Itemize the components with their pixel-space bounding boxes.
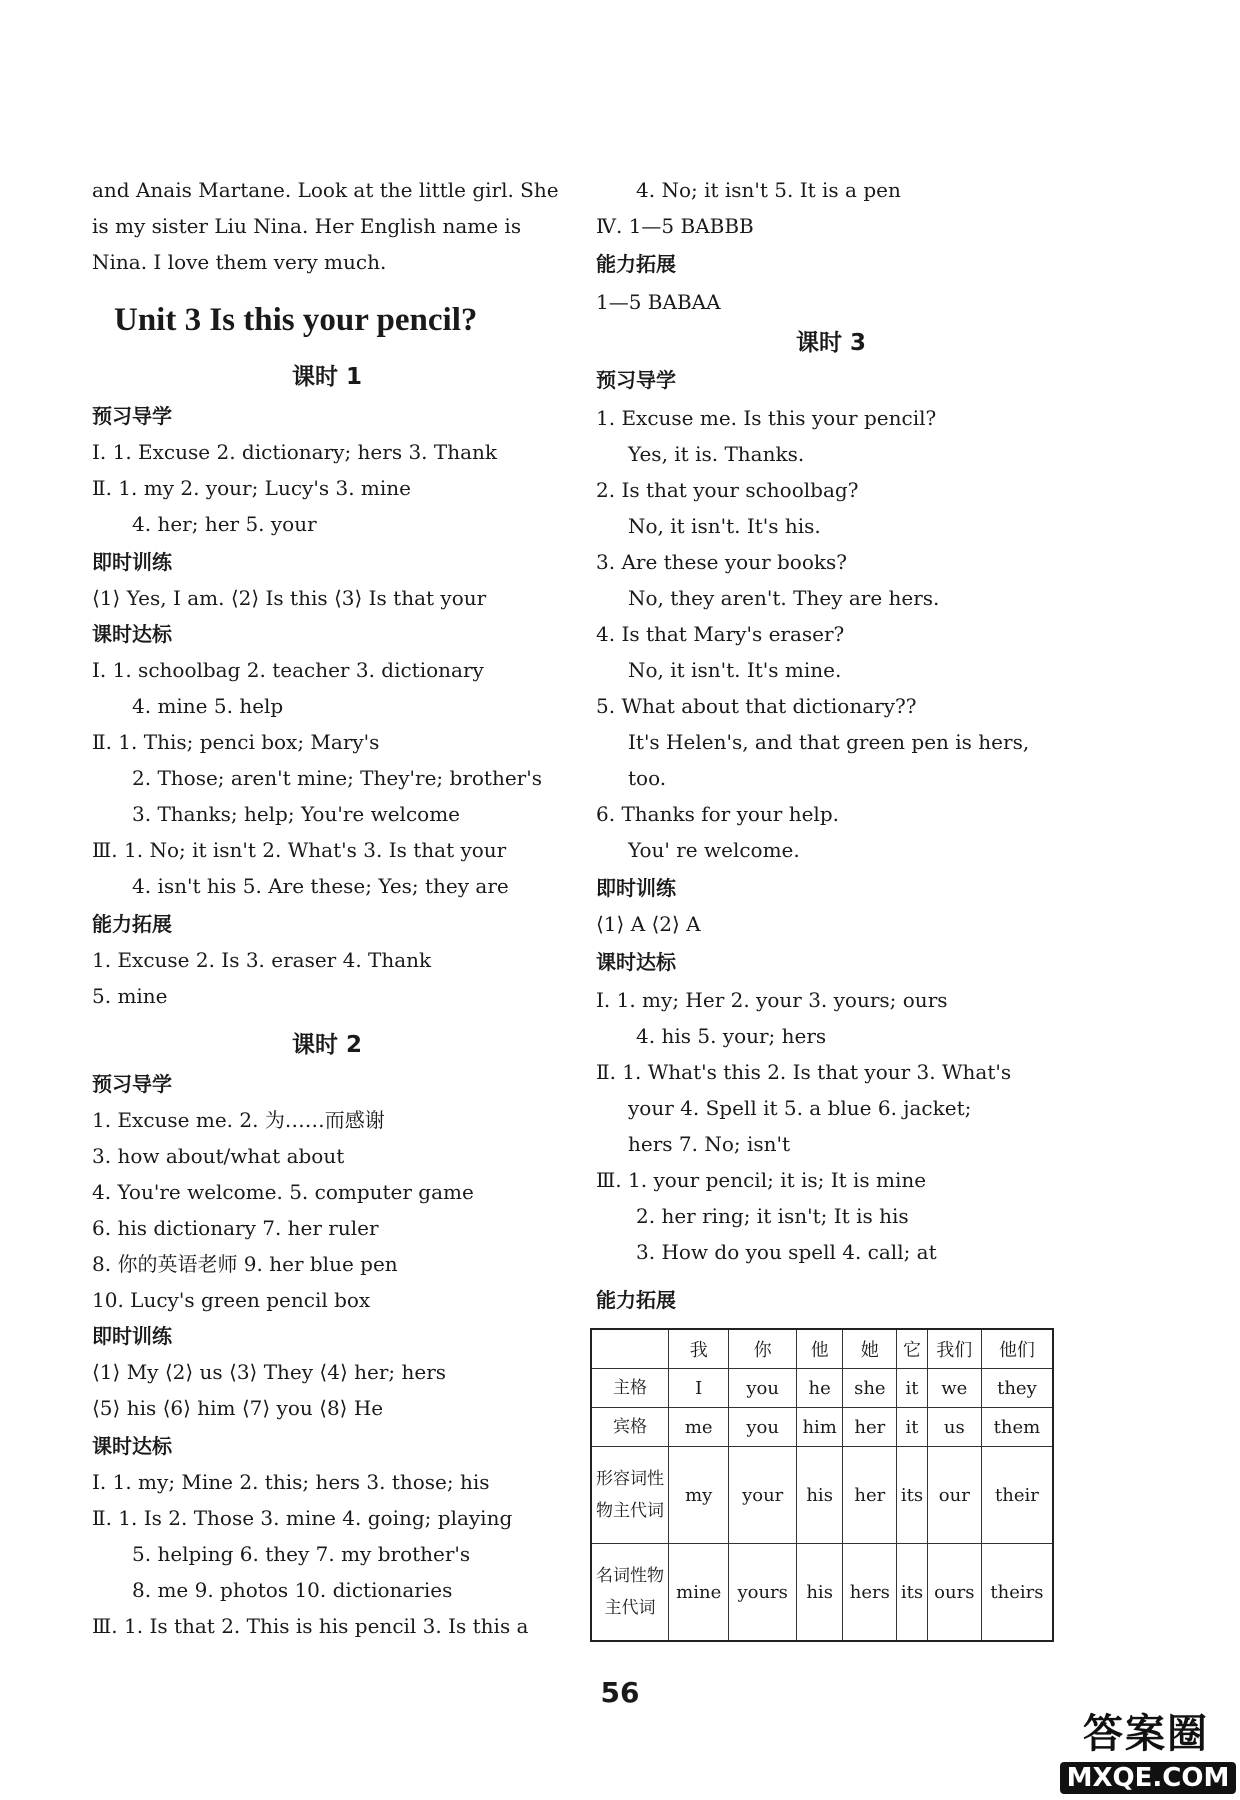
- answer-line: No, they aren't. They are hers.: [628, 586, 940, 610]
- answer-line: 6. his dictionary 7. her ruler: [92, 1216, 379, 1240]
- lesson1-extend-heading: 能力拓展: [92, 912, 172, 936]
- answer-line: 4. Is that Mary's eraser?: [596, 622, 845, 646]
- answer-line: 4. isn't his 5. Are these; Yes; they are: [132, 874, 509, 898]
- lesson3-practice-heading: 即时训练: [596, 876, 676, 900]
- lesson2-title: 课时 2: [291, 1032, 362, 1058]
- table-cell: my: [669, 1447, 729, 1544]
- answer-line: 5. mine: [92, 984, 168, 1008]
- answer-line: Ⅳ. 1—5 BABBB: [596, 214, 754, 238]
- answer-line: Ⅲ. 1. your pencil; it is; It is mine: [596, 1168, 927, 1192]
- answer-line: 4. No; it isn't 5. It is a pen: [636, 178, 901, 202]
- intro-line: and Anais Martane. Look at the little girl. She: [92, 178, 559, 202]
- lesson1-title: 课时 1: [291, 364, 362, 390]
- answer-line: No, it isn't. It's his.: [628, 514, 821, 538]
- table-cell: we: [927, 1369, 981, 1408]
- lesson3-preview-heading: 预习导学: [596, 368, 676, 392]
- answer-line: 3. Are these your books?: [596, 550, 847, 574]
- answer-line: 3. Thanks; help; You're welcome: [132, 802, 460, 826]
- answer-line: ⟨5⟩ his ⟨6⟩ him ⟨7⟩ you ⟨8⟩ He: [92, 1396, 384, 1420]
- answer-line: your 4. Spell it 5. a blue 6. jacket;: [628, 1096, 972, 1120]
- answer-line: 1—5 BABAA: [596, 290, 721, 314]
- intro-line: Nina. I love them very much.: [92, 250, 387, 274]
- answer-line: Ⅰ. 1. my; Her 2. your 3. yours; ours: [596, 988, 948, 1012]
- table-cell: our: [927, 1447, 981, 1544]
- lesson1-practice-heading: 即时训练: [92, 550, 172, 574]
- answer-line: 4. mine 5. help: [132, 694, 284, 718]
- intro-line: is my sister Liu Nina. Her English name is: [92, 214, 522, 238]
- table-cell: 他: [796, 1329, 842, 1369]
- table-cell: 宾格: [591, 1408, 669, 1447]
- table-row: [591, 1408, 1053, 1447]
- answer-line: 5. What about that dictionary??: [596, 694, 917, 718]
- answer-line: too.: [628, 766, 667, 790]
- table-cell: it: [897, 1369, 927, 1408]
- answer-line: 3. how about/what about: [92, 1144, 345, 1168]
- table-cell: 形容词性物主代词: [591, 1447, 669, 1544]
- table-cell: they: [981, 1369, 1053, 1408]
- answer-line: It's Helen's, and that green pen is hers,: [628, 730, 1030, 754]
- extend-heading: 能力拓展: [596, 252, 676, 276]
- table-cell: [591, 1329, 669, 1369]
- table-cell: hers: [843, 1544, 897, 1642]
- answer-line: Ⅱ. 1. This; penci box; Mary's: [92, 730, 380, 754]
- table-cell: ours: [927, 1544, 981, 1642]
- table-header-row: [591, 1329, 1053, 1369]
- answer-line: 5. helping 6. they 7. my brother's: [132, 1542, 471, 1566]
- answer-line: 4. his 5. your; hers: [636, 1024, 827, 1048]
- table-cell: him: [796, 1408, 842, 1447]
- answer-line: Ⅰ. 1. my; Mine 2. this; hers 3. those; his: [92, 1470, 490, 1494]
- answer-line: 3. How do you spell 4. call; at: [636, 1240, 937, 1264]
- table-cell: 我: [669, 1329, 729, 1369]
- table-cell: mine: [669, 1544, 729, 1642]
- table-cell: theirs: [981, 1544, 1053, 1642]
- page-number: 56: [600, 1676, 640, 1709]
- answer-line: Ⅰ. 1. Excuse 2. dictionary; hers 3. Thank: [92, 440, 498, 464]
- table-cell: 它: [897, 1329, 927, 1369]
- answer-line: You' re welcome.: [628, 838, 800, 862]
- answer-line: Ⅲ. 1. Is that 2. This is his pencil 3. Is this a: [92, 1614, 529, 1638]
- table-cell: it: [897, 1408, 927, 1447]
- table-cell: 主格: [591, 1369, 669, 1408]
- lesson1-preview-heading: 预习导学: [92, 404, 172, 428]
- unit-title: Unit 3 Is this your pencil?: [114, 302, 478, 338]
- answer-line: 2. Is that your schoolbag?: [596, 478, 859, 502]
- answer-line: Ⅱ. 1. my 2. your; Lucy's 3. mine: [92, 476, 411, 500]
- table-cell: she: [843, 1369, 897, 1408]
- table-cell: her: [843, 1447, 897, 1544]
- table-cell: 他们: [981, 1329, 1053, 1369]
- table-cell: them: [981, 1408, 1053, 1447]
- table-cell: he: [796, 1369, 842, 1408]
- answer-line: ⟨1⟩ My ⟨2⟩ us ⟨3⟩ They ⟨4⟩ her; hers: [92, 1360, 447, 1384]
- answer-line: ⟨1⟩ Yes, I am. ⟨2⟩ Is this ⟨3⟩ Is that your: [92, 586, 487, 610]
- lesson2-preview-heading: 预习导学: [92, 1072, 172, 1096]
- watermark-logo-bottom: MXQE.COM: [1060, 1762, 1236, 1794]
- watermark-logo: [1060, 1708, 1236, 1796]
- table-cell: you: [729, 1408, 796, 1447]
- table-cell: her: [843, 1408, 897, 1447]
- table-cell: his: [796, 1447, 842, 1544]
- table-cell: his: [796, 1544, 842, 1642]
- lesson2-practice-heading: 即时训练: [92, 1324, 172, 1348]
- answer-line: 4. her; her 5. your: [132, 512, 317, 536]
- answer-line: 4. You're welcome. 5. computer game: [92, 1180, 474, 1204]
- table-row: [591, 1544, 1053, 1642]
- answer-line: ⟨1⟩ A ⟨2⟩ A: [596, 912, 701, 936]
- answer-line: 6. Thanks for your help.: [596, 802, 839, 826]
- table-cell: its: [897, 1447, 927, 1544]
- lesson2-standard-heading: 课时达标: [92, 1434, 172, 1458]
- answer-line: 1. Excuse me. Is this your pencil?: [596, 406, 937, 430]
- table-cell: 你: [729, 1329, 796, 1369]
- table-cell: me: [669, 1408, 729, 1447]
- answer-line: Yes, it is. Thanks.: [628, 442, 805, 466]
- answer-line: 1. Excuse 2. Is 3. eraser 4. Thank: [92, 948, 432, 972]
- answer-line: Ⅰ. 1. schoolbag 2. teacher 3. dictionary: [92, 658, 484, 682]
- table-cell: 我们: [927, 1329, 981, 1369]
- answer-line: Ⅲ. 1. No; it isn't 2. What's 3. Is that your: [92, 838, 507, 862]
- table-row: [591, 1369, 1053, 1408]
- table-cell: 名词性物主代词: [591, 1544, 669, 1642]
- answer-line: hers 7. No; isn't: [628, 1132, 791, 1156]
- lesson3-standard-heading: 课时达标: [596, 950, 676, 974]
- pronoun-table: [590, 1328, 1054, 1642]
- lesson3-title: 课时 3: [795, 330, 866, 356]
- answer-line: 8. 你的英语老师 9. her blue pen: [92, 1252, 398, 1276]
- answer-line: 2. Those; aren't mine; They're; brother's: [132, 766, 542, 790]
- answer-line: 10. Lucy's green pencil box: [92, 1288, 371, 1312]
- table-cell: I: [669, 1369, 729, 1408]
- table-cell: 她: [843, 1329, 897, 1369]
- lesson3-extend-heading: 能力拓展: [596, 1288, 676, 1312]
- table-cell: their: [981, 1447, 1053, 1544]
- answer-line: No, it isn't. It's mine.: [628, 658, 842, 682]
- answer-line: Ⅱ. 1. What's this 2. Is that your 3. What's: [596, 1060, 1012, 1084]
- table-cell: yours: [729, 1544, 796, 1642]
- table-cell: its: [897, 1544, 927, 1642]
- table-row: [591, 1447, 1053, 1544]
- watermark-logo-top: 答案圈: [1083, 1711, 1209, 1757]
- answer-line: 2. her ring; it isn't; It is his: [636, 1204, 909, 1228]
- answer-line: 1. Excuse me. 2. 为……而感谢: [92, 1108, 385, 1132]
- table-cell: your: [729, 1447, 796, 1544]
- table-cell: us: [927, 1408, 981, 1447]
- table-cell: you: [729, 1369, 796, 1408]
- answer-line: Ⅱ. 1. Is 2. Those 3. mine 4. going; playing: [92, 1506, 513, 1530]
- answer-line: 8. me 9. photos 10. dictionaries: [132, 1578, 453, 1602]
- lesson1-standard-heading: 课时达标: [92, 622, 172, 646]
